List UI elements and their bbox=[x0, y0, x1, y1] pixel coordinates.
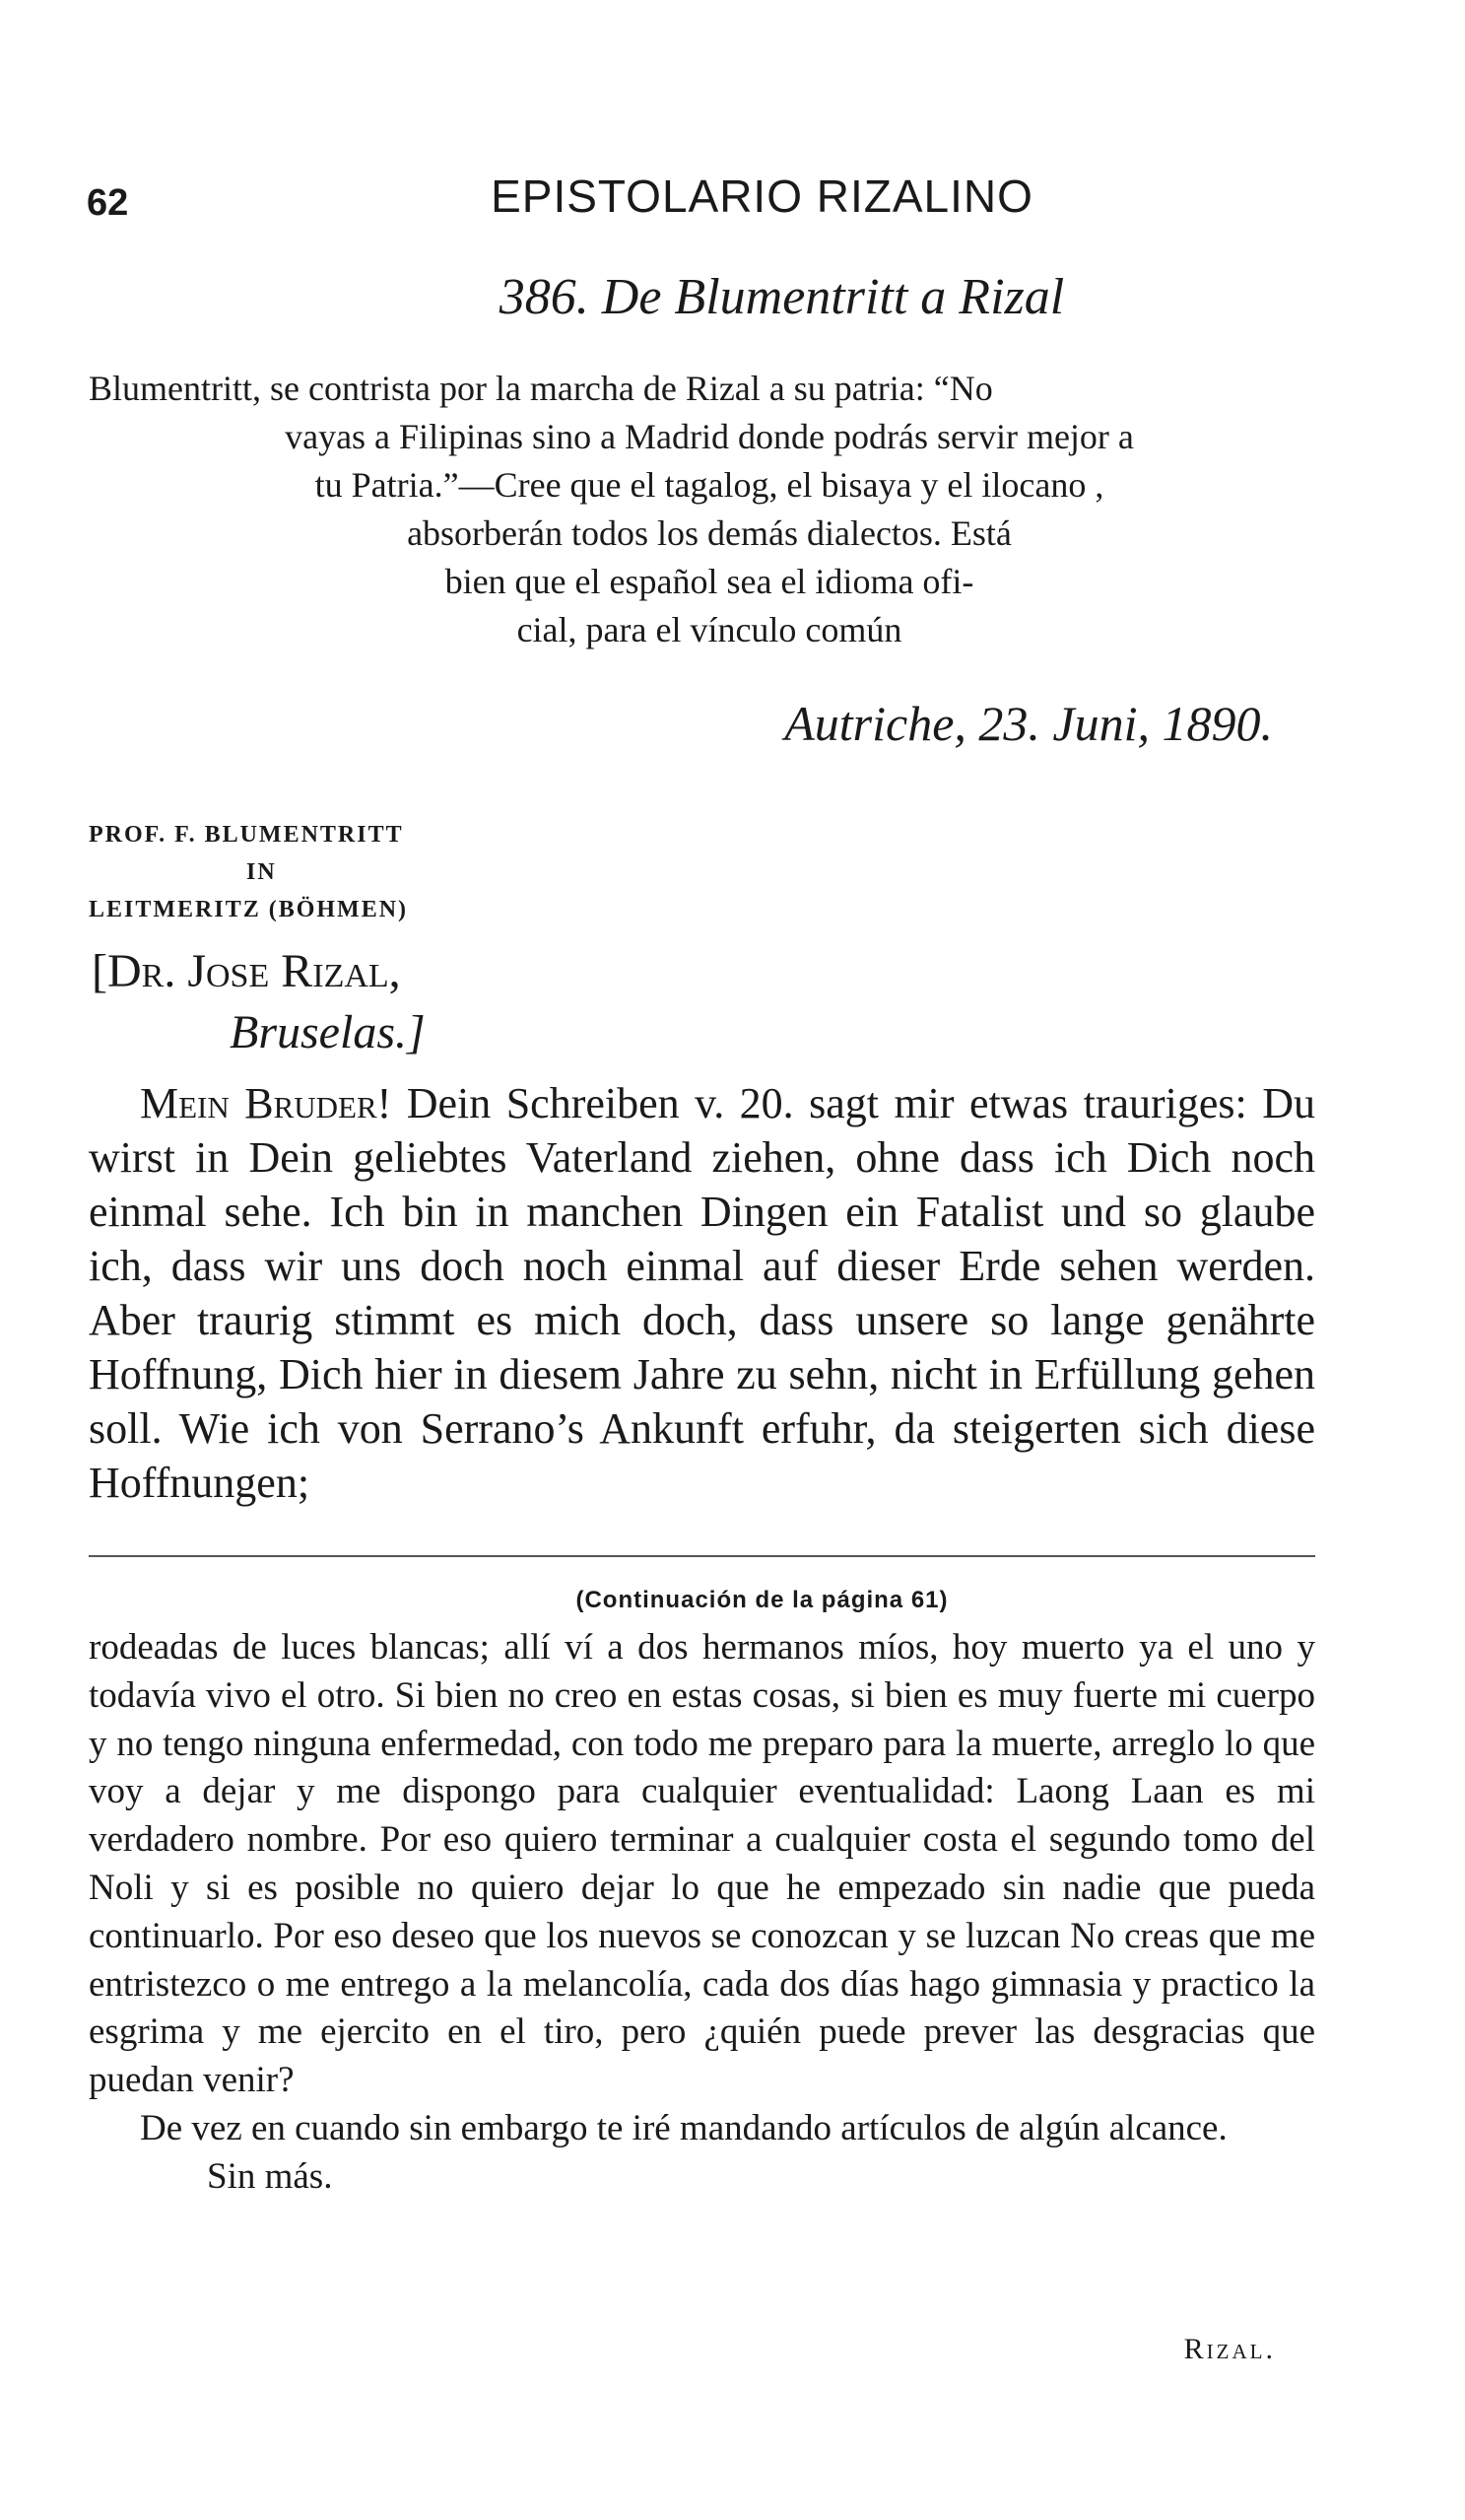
body-text: Dein Schreiben v. 20. sagt mir etwas trauriges: Du wirst in Dein geliebtes Vaterland ziehen, ohne dass ich Dich noch einmal sehe. Ich bin in manchen Dingen ein Fatalist und so glaube ich, dass wir uns doch noch einmal auf dieser Erde sehen werden. Aber traurig stimmt es mich doch, dass unsere so lange genährte Hoffnung, Dich hier in diesem Jahre zu sehn, nicht in Erfüllung gehen soll. Wie ich von Serrano’s Ankunft erfuhr, da steigerten sich diese Hoffnungen; bbox=[89, 1079, 1315, 1507]
summary-line: Blumentritt, se contrista por la marcha de Rizal a su patria: “No bbox=[89, 369, 993, 408]
footnote-divider bbox=[89, 1555, 1315, 1557]
footnote-caption: (Continuación de la página 61) bbox=[575, 1587, 949, 1613]
footnote-paragraph: De vez en cuando sin embargo te iré mandando artículos de algún alcance. bbox=[140, 2107, 1228, 2148]
summary-line: absorberán todos los demás dialectos. Está bbox=[407, 513, 1012, 553]
footnote-paragraph: rodeadas de luces blancas; allí ví a dos hermanos míos, hoy muerto ya el uno y todavía vivo el otro. Si bien no creo en estas cosas, si bien es muy fuerte mi cuerpo y no tengo ninguna enfermedad, con todo me preparo para la muerte, arreglo lo que voy a dejar y me dispongo para cualquier eventualidad: Laong Laan es mi verdadero nombre. Por eso quiero terminar a cualquier costa el segundo tomo del Noli y si es posible no quiero dejar lo que he empezado sin nadie que pueda continuarlo. Por eso deseo que los nuevos se conozcan y se luzcan No creas que me entristezco o me entrego a la melancolía, cada dos días hago gimnasia y practico la esgrima y me ejercito en el tiro, pero ¿quién puede prever las desgracias que puedan venir? bbox=[89, 1627, 1315, 2101]
summary-line: cial, para el vínculo común bbox=[516, 610, 902, 649]
addressee bbox=[92, 941, 426, 1063]
letterhead bbox=[89, 816, 408, 928]
addressee-city: Bruselas.] bbox=[230, 1006, 426, 1058]
letterhead-line: IN bbox=[246, 859, 277, 885]
closing: Sin más. bbox=[207, 2155, 333, 2197]
addressee-name: [Dr. Jose Rizal, bbox=[92, 945, 401, 997]
salutation: Mein Bruder! bbox=[140, 1079, 392, 1127]
letterhead-line: LEITMERITZ (BÖHMEN) bbox=[89, 897, 409, 922]
summary-line: tu Patria.”—Cree que el tagalog, el bisaya y el ilocano , bbox=[314, 465, 1104, 505]
page-number: 62 bbox=[87, 182, 129, 224]
letterhead-line: PROF. F. BLUMENTRITT bbox=[89, 822, 404, 848]
running-head: EPISTOLARIO RIZALINO bbox=[491, 170, 1033, 222]
summary-line: vayas a Filipinas sino a Madrid donde podrás servir mejor a bbox=[285, 417, 1134, 456]
letter-title: 386. De Blumentritt a Rizal bbox=[499, 269, 1065, 325]
letter-body bbox=[89, 1076, 1315, 1510]
signature: Rizal. bbox=[1183, 2333, 1276, 2365]
letter-summary bbox=[89, 365, 1330, 654]
dateline: Autriche, 23. Juni, 1890. bbox=[784, 696, 1273, 751]
summary-line: bien que el español sea el idioma ofi- bbox=[444, 562, 974, 601]
body-paragraph bbox=[89, 1076, 1315, 1510]
footnote bbox=[89, 1624, 1315, 2202]
